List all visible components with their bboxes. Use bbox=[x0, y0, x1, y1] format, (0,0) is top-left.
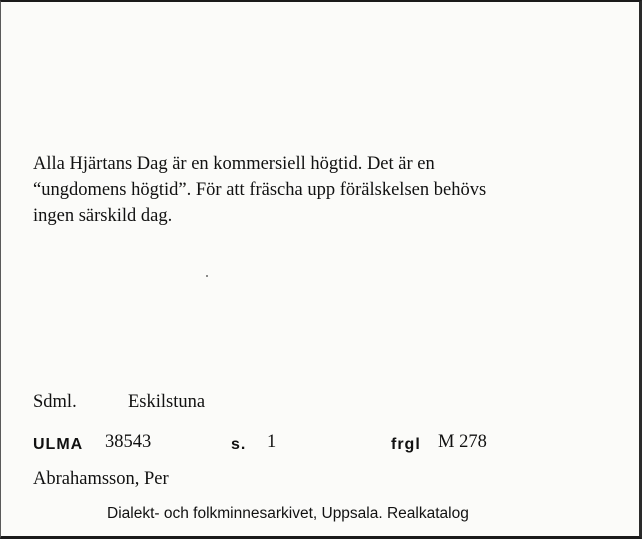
card-text-line-2: “ungdomens högtid”. För att fräscha upp förälskelsen behövs bbox=[33, 180, 487, 200]
place-name: Eskilstuna bbox=[128, 392, 206, 412]
page-number: 1 bbox=[267, 432, 277, 452]
card-body-text bbox=[33, 151, 613, 229]
paper-speck bbox=[206, 275, 208, 277]
province-label: Sdml. bbox=[33, 392, 77, 412]
card-text-line-3: ingen särskild dag. bbox=[33, 206, 173, 226]
informant-name: Abrahamsson, Per bbox=[33, 469, 169, 489]
questionnaire-number: M 278 bbox=[438, 432, 487, 452]
archive-number: 38543 bbox=[105, 432, 152, 452]
card-text-line-1: Alla Hjärtans Dag är en kommersiell högtid. Det är en bbox=[33, 154, 435, 174]
page-label: s. bbox=[231, 436, 247, 453]
questionnaire-label: frgl bbox=[391, 436, 421, 453]
archive-footer: Dialekt- och folkminnesarkivet, Uppsala. Realkatalog bbox=[107, 505, 469, 522]
archive-label: ULMA bbox=[33, 436, 84, 453]
